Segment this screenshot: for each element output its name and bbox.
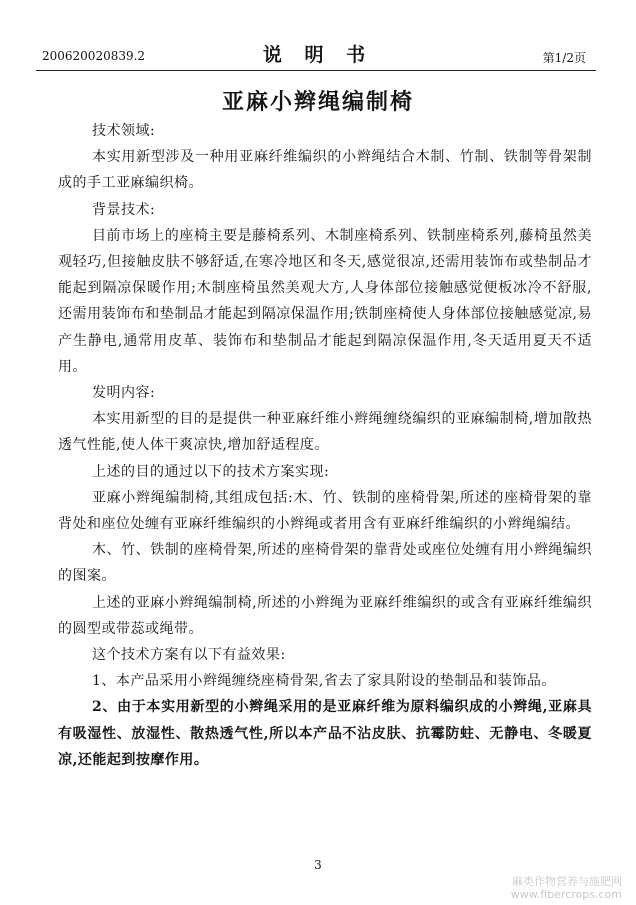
section-heading: 发明内容: bbox=[92, 385, 156, 402]
body-paragraph: 目前市场上的座椅主要是藤椅系列、木制座椅系列、铁制座椅系列,藤椅虽然美观轻巧,但接触皮肤不够舒适,在寒冷地区和冬天,感觉很凉,还需用装饰布或垫制品才能起到隔凉保暖作用;木制座椅虽然美观大方,人身体部位接触感觉便板冰冷不舒服,还需用装饰布和垫制品才能起到隔凉保温作用;铁制座椅使人身体部位接触感觉凉,易产生静电,通常用皮革、装饰布和垫制品才能起到隔凉保温作用,冬天适用夏天不适用。 bbox=[58, 227, 592, 375]
header-divider bbox=[36, 70, 596, 71]
body-paragraph: 亚麻小辫绳编制椅,其组成包括:木、竹、铁制的座椅骨架,所述的座椅骨架的靠背处和座位处缠有亚麻纤维编织的小辫绳或者用含有亚麻纤维编织的小辫绳编结。 bbox=[58, 489, 592, 533]
document-number: 200620020839.2 bbox=[42, 49, 146, 63]
body-paragraph: 上述的亚麻小辫绳编制椅,所述的小辫绳为亚麻纤维编织的或含有亚麻纤维编织的圆型或带蕊或绳带。 bbox=[58, 594, 592, 637]
page-label: 第1/2页 bbox=[542, 51, 586, 65]
body-paragraph: 1、本产品采用小辫绳缠绕座椅骨架,省去了家具附设的垫制品和装饰品。 bbox=[92, 673, 556, 690]
section-heading: 上述的目的通过以下的技术方案实现: bbox=[92, 463, 330, 480]
body-paragraph: 木、竹、铁制的座椅骨架,所述的座椅骨架的靠背处或座位处缠有用小辫绳编织的图案。 bbox=[58, 542, 592, 585]
specification-body bbox=[58, 118, 592, 773]
body-paragraph: 本实用新型的目的是提供一种亚麻纤维小辫绳缠绕编织的亚麻编制椅,增加散热透气性能,使人体干爽凉快,增加舒适程度。 bbox=[58, 411, 592, 454]
invention-title: 亚麻小辫绳编制椅 bbox=[221, 89, 414, 115]
section-heading: 这个技术方案有以下有益效果: bbox=[92, 647, 286, 664]
body-paragraph: 2、由于本实用新型的小辫绳采用的是亚麻纤维为原料编织成的小辫绳,亚麻具有吸湿性、放湿性、散热透气性,所以本产品不沾皮肤、抗霉防蛀、无静电、冬暖夏凉,还能起到按摩作用。 bbox=[58, 699, 592, 768]
section-heading: 技术领域: bbox=[92, 123, 156, 139]
document-header bbox=[0, 0, 636, 70]
watermark-url: www.fibercrops.com bbox=[510, 888, 622, 901]
section-heading: 背景技术: bbox=[92, 201, 156, 218]
watermark-site-name: 麻类作物营养与施肥网 bbox=[512, 875, 622, 888]
body-paragraph: 本实用新型涉及一种用亚麻纤维编织的小辫绳结合木制、竹制、铁制等骨架制成的手工亚麻编织椅。 bbox=[58, 149, 592, 192]
page-number: 3 bbox=[314, 858, 322, 872]
watermark bbox=[511, 875, 622, 901]
document-type-title: 说 明 书 bbox=[262, 44, 374, 66]
